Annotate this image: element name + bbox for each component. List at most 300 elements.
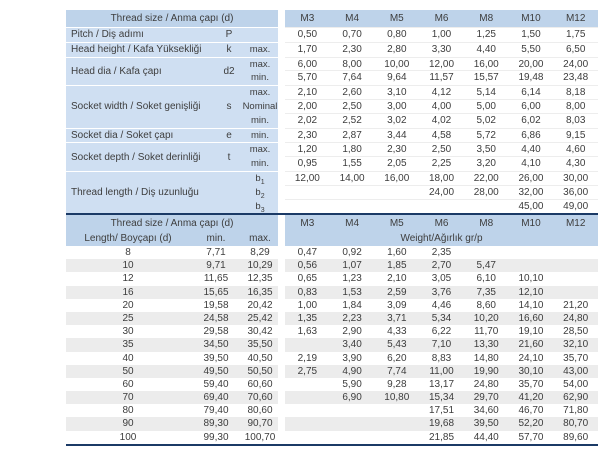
weight-value-cell: 30,10 bbox=[518, 365, 544, 377]
weight-value-cell: 5,47 bbox=[476, 260, 496, 272]
spec-value-cell: 32,00 bbox=[518, 186, 544, 198]
weight-value-cell: 3,09 bbox=[387, 299, 407, 311]
min-cell: 89,30 bbox=[190, 417, 242, 430]
weight-row bbox=[66, 246, 598, 259]
weight-value-cell: 1,00 bbox=[297, 299, 318, 311]
weight-value-cell: 1,23 bbox=[342, 273, 362, 285]
weight-value-cell: 21,20 bbox=[563, 299, 589, 311]
spec-symbol: P bbox=[225, 29, 233, 41]
spec-value-cell: 9,15 bbox=[565, 129, 586, 141]
weight-value-cell: 1,85 bbox=[387, 260, 407, 272]
spec-value-row bbox=[285, 70, 598, 85]
max-cell: 35,50 bbox=[242, 338, 278, 351]
spec-value-row bbox=[285, 156, 598, 171]
size-column-label: M6 bbox=[434, 13, 449, 24]
max-cell: 10,29 bbox=[242, 259, 278, 272]
weight-value-cell: 2,75 bbox=[297, 365, 318, 377]
min-cell: 69,40 bbox=[190, 391, 242, 404]
weight-value-cell: 15,34 bbox=[429, 392, 455, 404]
weight-value-cell: 28,50 bbox=[563, 326, 589, 338]
weight-table-subheader-row bbox=[66, 232, 598, 246]
spec-value-cell: 2,50 bbox=[342, 100, 362, 112]
weight-value-cell bbox=[285, 417, 330, 430]
spec-value-cell: 45,00 bbox=[518, 200, 544, 212]
spec-group-labels bbox=[66, 172, 278, 213]
spec-property-label: Socket depth / Soket derinliği bbox=[71, 151, 201, 163]
weight-value-cell: 71,80 bbox=[563, 405, 589, 417]
weight-value-cell bbox=[553, 286, 598, 299]
spec-property-label: Thread length / Diş uzunluğu bbox=[71, 187, 199, 199]
length-header: Length/ Boyçapı (d) bbox=[84, 233, 172, 244]
size-column-label: M5 bbox=[389, 13, 404, 24]
weight-value-cell: 1,07 bbox=[342, 260, 362, 272]
spec-value-row bbox=[285, 142, 598, 157]
weight-cells bbox=[285, 312, 598, 325]
spec-value-cell bbox=[330, 200, 375, 214]
weight-value-cell bbox=[374, 404, 419, 417]
weight-value-cell: 16,60 bbox=[518, 312, 544, 324]
weight-value-cell: 29,70 bbox=[473, 392, 499, 404]
weight-row bbox=[66, 312, 598, 325]
spec-group bbox=[66, 86, 598, 127]
spec-value-cell: 1,75 bbox=[565, 29, 586, 40]
weight-row bbox=[66, 365, 598, 378]
spec-value-cell: 6,14 bbox=[521, 87, 541, 99]
size-column-headers bbox=[285, 215, 598, 232]
column-gap bbox=[278, 352, 285, 365]
column-gap bbox=[278, 338, 285, 351]
spec-group bbox=[66, 172, 598, 213]
spec-value-cell bbox=[464, 200, 509, 214]
spec-value-cell: 19,48 bbox=[518, 72, 544, 84]
weight-value-cell: 35,70 bbox=[518, 378, 544, 390]
max-header: max. bbox=[249, 233, 271, 244]
spec-value-cell: 3,20 bbox=[476, 158, 496, 170]
spec-value-cell: 3,00 bbox=[387, 100, 407, 112]
max-cell: 90,70 bbox=[242, 417, 278, 430]
spec-value-cell: 1,70 bbox=[297, 43, 318, 55]
weight-row bbox=[66, 272, 598, 285]
min-cell: 11,65 bbox=[190, 272, 242, 285]
min-cell: 99,30 bbox=[190, 431, 242, 444]
spec-symbol: d2 bbox=[223, 65, 235, 77]
min-cell: 15,65 bbox=[190, 286, 242, 299]
spec-value-cell: 6,00 bbox=[521, 100, 541, 112]
spec-value-cell: 24,00 bbox=[563, 58, 589, 70]
spec-qualifier-label: Nominal bbox=[242, 100, 278, 112]
weight-cells bbox=[285, 378, 598, 391]
spec-value-cell: 5,00 bbox=[476, 100, 496, 112]
size-column-label: M10 bbox=[521, 218, 541, 229]
spec-value-row bbox=[285, 185, 598, 200]
max-cell: 80,60 bbox=[242, 404, 278, 417]
weight-value-cell: 13,30 bbox=[473, 339, 499, 351]
spec-symbol bbox=[216, 172, 242, 213]
spec-symbol: e bbox=[226, 129, 232, 141]
spec-value-cell: 2,30 bbox=[387, 144, 407, 156]
spec-property-label: Head height / Kafa Yüksekliği bbox=[71, 44, 202, 56]
weight-row bbox=[66, 338, 598, 351]
length-cell: 30 bbox=[66, 325, 190, 338]
spec-group-labels bbox=[66, 28, 278, 42]
spec-qualifier-label: max. bbox=[249, 43, 271, 55]
spec-qualifier-label bbox=[242, 28, 278, 42]
weight-value-cell: 24,10 bbox=[518, 352, 544, 364]
spec-value-cell: 0,95 bbox=[297, 158, 318, 170]
spec-value-cell: 18,00 bbox=[429, 172, 455, 184]
size-column-label: M12 bbox=[565, 218, 586, 229]
weight-value-cell bbox=[285, 431, 330, 444]
weight-value-cell: 1,63 bbox=[297, 326, 318, 338]
max-cell: 8,29 bbox=[242, 246, 278, 259]
weight-value-cell: 57,70 bbox=[518, 431, 544, 443]
thread-size-header: Thread size / Anma çapı (d) bbox=[66, 215, 278, 232]
column-gap bbox=[278, 404, 285, 417]
max-cell: 16,35 bbox=[242, 286, 278, 299]
spec-value-cell: 2,05 bbox=[387, 158, 407, 170]
spec-qualifiers bbox=[242, 58, 278, 86]
size-column-label: M5 bbox=[389, 218, 404, 229]
spec-property-label: Socket dia / Soket çapı bbox=[71, 129, 174, 141]
spec-group-labels bbox=[66, 129, 278, 143]
weight-value-cell: 1,84 bbox=[342, 299, 362, 311]
column-gap bbox=[278, 431, 285, 444]
spec-value-cell: 1,00 bbox=[431, 29, 452, 40]
weight-value-cell: 0,47 bbox=[297, 247, 318, 258]
length-cell: 8 bbox=[66, 246, 190, 259]
weight-value-cell: 21,85 bbox=[429, 431, 455, 443]
size-column-label: M12 bbox=[565, 13, 586, 24]
weight-value-cell: 7,10 bbox=[431, 339, 452, 351]
spec-symbol: s bbox=[226, 101, 232, 113]
weight-value-cell: 34,60 bbox=[473, 405, 499, 417]
weight-value-cell: 3,76 bbox=[431, 286, 452, 298]
spec-value-cell: 5,02 bbox=[476, 114, 496, 126]
length-cell: 12 bbox=[66, 272, 190, 285]
spec-value-row bbox=[285, 99, 598, 114]
weight-cells bbox=[285, 352, 598, 365]
weight-value-cell: 3,90 bbox=[342, 352, 362, 364]
max-cell: 40,50 bbox=[242, 352, 278, 365]
weight-value-cell: 2,59 bbox=[387, 286, 407, 298]
size-column-label: M4 bbox=[345, 218, 360, 229]
spec-value-cell: 2,30 bbox=[342, 43, 362, 55]
weight-value-cell: 62,90 bbox=[563, 392, 589, 404]
column-gap bbox=[278, 232, 285, 246]
weight-value-cell: 1,35 bbox=[297, 312, 318, 324]
spec-value-cell: 1,50 bbox=[521, 29, 541, 40]
weight-cells bbox=[285, 417, 598, 430]
spec-qualifier-label: min. bbox=[251, 129, 269, 141]
weight-cells bbox=[285, 272, 598, 285]
weight-value-cell: 5,34 bbox=[431, 312, 452, 324]
length-cell: 20 bbox=[66, 299, 190, 312]
column-gap bbox=[278, 417, 285, 430]
spec-value-cell: 0,80 bbox=[387, 29, 407, 40]
size-column-label: M3 bbox=[300, 218, 315, 229]
spec-qualifiers bbox=[242, 43, 278, 57]
spec-value-cell bbox=[285, 186, 330, 200]
min-cell: 29,58 bbox=[190, 325, 242, 338]
spec-qualifiers bbox=[242, 86, 278, 127]
weight-value-cell bbox=[330, 431, 375, 444]
spec-qualifier-label: $b_2$ bbox=[255, 186, 265, 200]
column-gap bbox=[278, 286, 285, 299]
spec-value-cell: 24,00 bbox=[429, 186, 455, 198]
column-gap bbox=[278, 312, 285, 325]
weight-value-cell bbox=[374, 431, 419, 444]
weight-value-cell: 52,20 bbox=[518, 418, 544, 430]
spec-value-cell: 2,30 bbox=[297, 129, 318, 141]
spec-symbol: k bbox=[226, 44, 232, 56]
spec-value-row bbox=[285, 57, 598, 72]
spec-qualifier-label: max. bbox=[249, 144, 271, 156]
weight-value-cell: 11,70 bbox=[474, 326, 499, 338]
weight-row bbox=[66, 431, 598, 444]
weight-value-cell: 19,10 bbox=[518, 326, 544, 338]
weight-row bbox=[66, 299, 598, 312]
spec-value-cell bbox=[374, 200, 419, 214]
min-cell: 34,50 bbox=[190, 338, 242, 351]
weight-value-cell: 7,35 bbox=[476, 286, 496, 298]
max-cell: 25,42 bbox=[242, 312, 278, 325]
spec-value-cell bbox=[285, 200, 330, 214]
weight-value-cell: 89,60 bbox=[563, 431, 589, 443]
spec-qualifier-label: min. bbox=[251, 72, 269, 84]
spec-value-cell: 6,86 bbox=[521, 129, 541, 141]
weight-value-cell bbox=[285, 404, 330, 417]
weight-value-cell: 0,65 bbox=[297, 273, 318, 285]
dimension-table-body bbox=[66, 28, 598, 213]
weight-value-cell bbox=[285, 338, 330, 351]
weight-cells bbox=[285, 365, 598, 378]
spec-qualifier-label: $b_3$ bbox=[255, 200, 265, 214]
weight-value-cell: 4,33 bbox=[387, 326, 407, 338]
weight-value-cell: 6,22 bbox=[431, 326, 452, 338]
spec-qualifiers bbox=[242, 28, 278, 42]
spec-value-cell: 28,00 bbox=[473, 186, 499, 198]
weight-value-cell: 41,20 bbox=[518, 392, 544, 404]
spec-value-row bbox=[285, 85, 598, 100]
spec-group bbox=[66, 43, 598, 57]
spec-value-cell: 36,00 bbox=[563, 186, 589, 198]
spec-value-cell: 3,50 bbox=[476, 144, 496, 156]
spec-value-cell: 12,00 bbox=[294, 172, 320, 184]
weight-row bbox=[66, 417, 598, 430]
column-gap bbox=[278, 365, 285, 378]
spec-value-cell: 1,20 bbox=[297, 144, 318, 156]
spec-value-cell: 23,48 bbox=[563, 72, 589, 84]
spec-value-cell: 7,64 bbox=[342, 72, 362, 84]
weight-value-cell: 2,90 bbox=[342, 326, 362, 338]
spec-value-cell: 8,18 bbox=[565, 87, 586, 99]
max-cell: 70,60 bbox=[242, 391, 278, 404]
spec-value-row bbox=[285, 27, 598, 42]
spec-value-cell: 4,40 bbox=[521, 144, 541, 156]
spec-value-cell: 2,50 bbox=[431, 144, 452, 156]
weight-value-cell bbox=[330, 417, 375, 430]
spec-value-cell: 5,50 bbox=[521, 43, 541, 55]
spec-value-cell: 2,02 bbox=[297, 114, 318, 126]
spec-value-cell: 4,58 bbox=[431, 129, 452, 141]
weight-value-cell: 3,40 bbox=[342, 339, 362, 351]
spec-symbol: t bbox=[227, 151, 231, 163]
spec-value-cell: 8,00 bbox=[342, 58, 362, 70]
weight-value-cell: 6,20 bbox=[387, 352, 407, 364]
spec-value-cell: 1,25 bbox=[476, 29, 496, 40]
weight-cells bbox=[285, 404, 598, 417]
spec-value-cell: 4,02 bbox=[431, 114, 452, 126]
spec-value-cell: 12,00 bbox=[429, 58, 455, 70]
spec-value-cell: 6,50 bbox=[565, 43, 586, 55]
weight-value-cell: 3,05 bbox=[431, 273, 452, 285]
spec-value-cell: 11,57 bbox=[429, 72, 454, 84]
min-cell: 79,40 bbox=[190, 404, 242, 417]
weight-value-cell: 24,80 bbox=[563, 312, 589, 324]
min-cell: 24,58 bbox=[190, 312, 242, 325]
size-column-headers bbox=[285, 10, 598, 27]
weight-value-cell: 19,90 bbox=[473, 365, 499, 377]
dimension-table-header-row bbox=[66, 10, 598, 27]
spec-value-cell: 6,00 bbox=[297, 58, 318, 70]
spec-value-row bbox=[285, 171, 598, 186]
weight-value-cell: 6,10 bbox=[476, 273, 496, 285]
spec-value-cell: 8,03 bbox=[565, 114, 586, 126]
weight-cells bbox=[285, 391, 598, 404]
weight-value-cell: 24,80 bbox=[473, 378, 499, 390]
length-cell: 50 bbox=[66, 365, 190, 378]
spec-values bbox=[285, 86, 598, 127]
spec-values bbox=[285, 58, 598, 86]
weight-value-cell: 3,71 bbox=[387, 312, 407, 324]
max-cell: 60,60 bbox=[242, 378, 278, 391]
weight-cells bbox=[285, 259, 598, 272]
spec-values bbox=[285, 129, 598, 143]
weight-value-cell: 14,10 bbox=[518, 299, 544, 311]
weight-value-cell bbox=[330, 404, 375, 417]
spec-qualifier-label: min. bbox=[251, 158, 269, 170]
length-cell: 35 bbox=[66, 338, 190, 351]
spec-value-cell: 2,80 bbox=[387, 43, 407, 55]
spec-value-cell: 2,10 bbox=[297, 87, 318, 99]
weight-cells bbox=[285, 325, 598, 338]
length-cell: 10 bbox=[66, 259, 190, 272]
length-cell: 16 bbox=[66, 286, 190, 299]
weight-value-cell: 19,68 bbox=[429, 418, 455, 430]
spec-values bbox=[285, 28, 598, 42]
spec-property-label: Head dia / Kafa çapı bbox=[71, 65, 162, 77]
spec-value-cell: 14,00 bbox=[339, 172, 365, 184]
weight-value-cell: 12,10 bbox=[518, 286, 544, 298]
weight-row bbox=[66, 286, 598, 299]
table-bottom-border bbox=[66, 444, 598, 446]
weight-value-cell: 10,10 bbox=[518, 273, 544, 285]
weight-value-cell: 7,74 bbox=[387, 365, 407, 377]
weight-value-cell: 8,83 bbox=[431, 352, 452, 364]
spec-value-cell: 1,55 bbox=[342, 158, 362, 170]
spec-value-cell: 0,70 bbox=[342, 29, 362, 40]
weight-value-cell: 43,00 bbox=[563, 365, 589, 377]
spec-value-cell: 4,12 bbox=[431, 87, 452, 99]
spec-values bbox=[285, 172, 598, 213]
weight-cells bbox=[285, 299, 598, 312]
weight-value-cell bbox=[374, 417, 419, 430]
weight-value-cell bbox=[285, 391, 330, 404]
column-gap bbox=[278, 391, 285, 404]
size-column-label: M6 bbox=[434, 218, 449, 229]
weight-value-cell bbox=[509, 246, 554, 259]
weight-value-cell: 44,40 bbox=[473, 431, 499, 443]
spec-value-cell bbox=[419, 200, 464, 214]
size-column-label: M8 bbox=[479, 218, 494, 229]
weight-value-cell: 2,10 bbox=[387, 273, 407, 285]
spec-value-cell: 30,00 bbox=[563, 172, 589, 184]
spec-group-labels bbox=[66, 43, 278, 57]
spec-group-labels bbox=[66, 58, 278, 86]
spec-qualifier-label: min. bbox=[251, 114, 269, 126]
weight-value-cell: 11,00 bbox=[429, 365, 454, 377]
spec-value-cell: 2,25 bbox=[431, 158, 452, 170]
length-cell: 90 bbox=[66, 417, 190, 430]
spec-value-cell: 9,64 bbox=[387, 72, 407, 84]
weight-cells bbox=[285, 338, 598, 351]
weight-row bbox=[66, 378, 598, 391]
weight-table bbox=[66, 213, 598, 446]
weight-value-cell: 80,70 bbox=[563, 418, 589, 430]
spec-qualifiers bbox=[242, 129, 278, 143]
weight-value-cell bbox=[553, 259, 598, 272]
min-header: min. bbox=[206, 233, 226, 244]
weight-cells bbox=[285, 246, 598, 259]
weight-value-cell: 1,53 bbox=[342, 286, 362, 298]
spec-value-cell: 4,60 bbox=[565, 144, 586, 156]
size-column-label: M8 bbox=[479, 13, 494, 24]
spec-value-cell: 4,30 bbox=[565, 158, 586, 170]
spec-value-row bbox=[285, 42, 598, 57]
size-column-label: M3 bbox=[300, 13, 315, 24]
spec-value-cell: 3,02 bbox=[387, 114, 407, 126]
spec-value-cell: 16,00 bbox=[384, 172, 410, 184]
weight-value-cell bbox=[553, 246, 598, 259]
weight-value-cell: 0,56 bbox=[297, 260, 318, 272]
spec-values bbox=[285, 43, 598, 57]
weight-value-cell bbox=[285, 378, 330, 391]
weight-value-cell: 10,80 bbox=[384, 392, 410, 404]
spec-qualifier-label: max. bbox=[249, 87, 271, 99]
length-cell: 100 bbox=[66, 431, 190, 444]
weight-value-cell bbox=[464, 246, 509, 259]
spec-value-cell: 2,00 bbox=[297, 100, 318, 112]
spec-value-cell: 6,02 bbox=[521, 114, 541, 126]
spec-value-cell: 4,00 bbox=[431, 100, 452, 112]
spec-value-cell: 4,40 bbox=[476, 43, 496, 55]
dimension-table bbox=[66, 10, 598, 217]
spec-value-cell bbox=[374, 186, 419, 200]
spec-value-cell: 20,00 bbox=[518, 58, 544, 70]
weight-value-cell: 5,43 bbox=[387, 339, 407, 351]
weight-row bbox=[66, 404, 598, 417]
length-cell: 40 bbox=[66, 352, 190, 365]
min-cell: 39,50 bbox=[190, 352, 242, 365]
weight-value-cell: 21,60 bbox=[518, 339, 544, 351]
weight-value-cell: 10,20 bbox=[473, 312, 499, 324]
column-gap bbox=[278, 325, 285, 338]
max-cell: 12,35 bbox=[242, 272, 278, 285]
weight-value-cell: 17,51 bbox=[429, 405, 455, 417]
weight-value-cell bbox=[509, 259, 554, 272]
size-column-label: M10 bbox=[521, 13, 541, 24]
spec-qualifiers bbox=[242, 172, 278, 213]
